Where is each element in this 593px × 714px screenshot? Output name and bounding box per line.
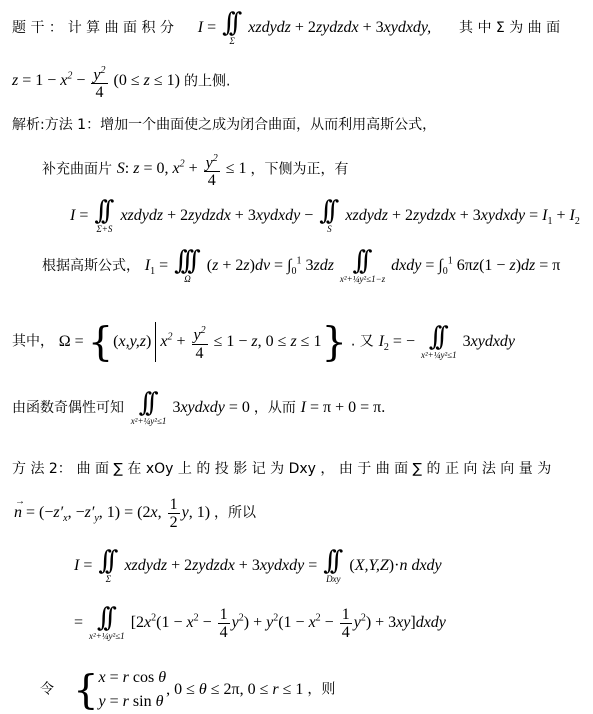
parity-result: I = π + 0 = π. <box>300 399 386 417</box>
surface-equation: $z = 1 - x^2$ − $\frac{y^2}{4}$ (0 ≤ z ≤ 1) <box>12 72 184 89</box>
normal-equation: n → = ($-z'_x$, $-z'_y$, 1) = (2x, $\frac{1}{2}$ y, 1) <box>14 496 211 531</box>
omega-definition: Ω = {(x,y,z) $x^2$ + $\frac{y^2}{4}$ ≤ 1 − z, 0 ≤ z ≤ 1} <box>58 319 347 365</box>
problem-integral: I = ∫∫ Σ xzdydz + 2zydzdx + 3xydxdy, <box>197 8 436 46</box>
polar-substitution: {x = r cos θ y = r sin θ, 0 ≤ θ ≤ 2π, 0 ≤ r ≤ 1 <box>73 667 304 713</box>
gauss-equation: $I_1$ = ∫∫∫ Ω $(z + 2z)dv = \int_0^1$ 3zdz ∫∫ x²+¼y²≤1−z dxdy = $\int_0^1$ 6πz(1 − z)dz = π <box>144 246 561 284</box>
method2-label: 方 法 2： <box>12 461 72 477</box>
i2-prefix: . 又 <box>350 333 374 350</box>
polar-suffix: ，则 <box>307 681 336 698</box>
expand-line: = ∫∫ x²+¼y²≤1 [$2x^2(1 - x^2$ − $\frac{1}{4}$ $y^2) + y^2(1 - x^2$ − $\frac{1}{4}$ $y^2$) + 3xy]dxdy <box>74 603 446 641</box>
method2-text: 曲 面 ∑ 在 xOy 上 的 投 影 记 为 Dxy ， 由 于 曲 面 ∑ 的 正 向 法 向 量 为 <box>76 461 552 477</box>
supplement-suffix: ，下侧为正，有 <box>250 161 349 178</box>
supplement-prefix: 补充曲面片 <box>42 161 112 178</box>
parity-prefix: 由函数奇偶性可知 <box>12 400 124 417</box>
gauss-prefix: 根据高斯公式， <box>42 258 140 275</box>
method1-intro: 增加一个曲面使之成为闭合曲面，从而利用高斯公式， <box>100 117 437 133</box>
problem-line-1 <box>12 10 560 47</box>
problem-label: 题 干 ： <box>12 20 63 37</box>
solution-label: 解析:方法 1： <box>12 117 101 133</box>
gauss-line <box>42 248 560 285</box>
omega-line <box>12 319 516 365</box>
problem-text-3: 的上侧. <box>183 73 231 90</box>
problem-line-2 <box>12 62 230 101</box>
i2-equation: $I_2$ = − ∫∫ x²+¼y²≤1 3xydxdy <box>378 321 516 360</box>
problem-text-1: 计 算 曲 面 积 分 <box>67 20 174 37</box>
polar-line <box>40 666 335 714</box>
normal-line <box>14 496 256 531</box>
supplement-line <box>42 150 349 189</box>
problem-text-2: 其 中 Σ 为 曲 面 <box>459 20 561 37</box>
split-equation: I = ∫∫ Σ+S xzdydz + 2zydzdx + 3xydxdy − ∫∫ S xzdydz + 2zydzdx + 3xydxdy = $I_1 + I_2$ <box>70 196 580 234</box>
normal-suffix: ，所以 <box>214 505 257 522</box>
parity-equation: ∫∫ x²+¼y²≤1 3xydxdy = 0 <box>130 388 250 426</box>
projection-line: I = ∫∫ Σ xzdydz + 2zydzdx + 3xydxdy = ∫∫ Dxy (X,Y,Z)·n dxdy <box>74 546 442 584</box>
parity-line <box>12 390 385 427</box>
let-label: 令 <box>40 681 54 698</box>
method2-line <box>12 458 551 479</box>
supplement-surface: S: z = 0, $x^2$ + $\frac{y^2}{4}$ ≤ 1 <box>117 160 251 177</box>
solution-line-1 <box>12 114 436 135</box>
where-prefix: 其中， <box>12 333 54 350</box>
parity-mid: ，从而 <box>253 400 296 417</box>
